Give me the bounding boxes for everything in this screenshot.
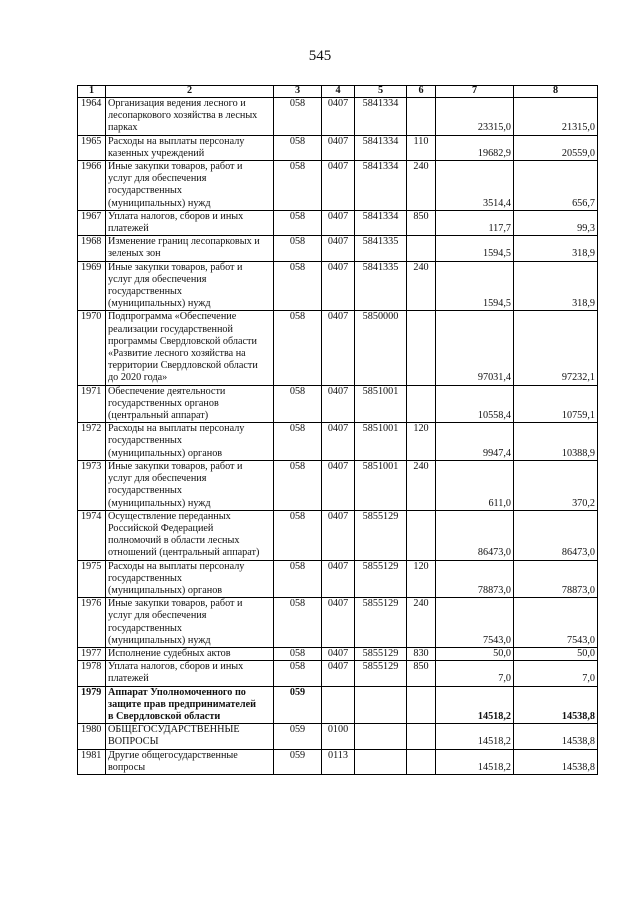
table-body [78,98,598,775]
row-name-line: реализации государственной [108,323,233,335]
table-row [78,661,598,686]
amount-year1-cell: 3514,4 [436,161,514,211]
table-row [78,98,598,136]
section-code-cell: 0407 [322,135,355,160]
expense-type-cell: 850 [407,661,436,686]
ministry-code-cell: 058 [274,598,322,648]
row-name-line: Расходы на выплаты персоналу [108,560,245,572]
section-code-cell: 0407 [322,210,355,235]
row-name-cell [106,135,274,160]
table-row [78,210,598,235]
amount-year2-cell: 10759,1 [514,385,598,423]
row-name-line: парках [108,122,138,134]
row-name-line: услуг для обеспечения [108,473,207,485]
column-header-1: 1 [78,86,106,98]
expense-type-cell: 240 [407,161,436,211]
row-name-line: в Свердловской области [108,710,221,722]
amount-year1-cell: 97031,4 [436,311,514,385]
row-name-cell [106,385,274,423]
section-code-cell: 0407 [322,661,355,686]
target-article-cell: 5855129 [355,647,407,660]
row-name-cell [106,423,274,461]
amount-year1-cell: 14518,2 [436,724,514,749]
section-code-cell: 0407 [322,460,355,510]
row-name-line: Расходы на выплаты персоналу [108,423,245,435]
ministry-code-cell: 059 [274,686,322,724]
row-name-line: Исполнение судебных актов [108,647,231,659]
row-number-cell: 1973 [78,460,106,510]
row-name-line: ВОПРОСЫ [108,736,159,748]
target-article-cell: 5851001 [355,385,407,423]
amount-year2-cell: 7543,0 [514,598,598,648]
row-number-cell: 1977 [78,647,106,660]
expense-type-cell [407,236,436,261]
amount-year2-cell: 14538,8 [514,749,598,774]
row-name-line: территории Свердловской области [108,360,258,372]
row-name-line: ОБЩЕГОСУДАРСТВЕННЫЕ [108,724,240,736]
row-name-cell [106,311,274,385]
row-number-cell: 1968 [78,236,106,261]
row-number-cell: 1964 [78,98,106,136]
row-name-line: программы Свердловской области [108,335,257,347]
section-code-cell: 0407 [322,311,355,385]
ministry-code-cell: 058 [274,460,322,510]
section-code-cell [322,686,355,724]
row-number-cell: 1972 [78,423,106,461]
amount-year1-cell: 611,0 [436,460,514,510]
row-name-line: Осуществление переданных [108,510,231,522]
amount-year1-cell: 14518,2 [436,749,514,774]
amount-year1-cell: 117,7 [436,210,514,235]
expense-type-cell [407,385,436,423]
row-name-line: государственных [108,485,182,497]
amount-year1-cell: 1594,5 [436,236,514,261]
row-name-line: платежей [108,223,149,235]
row-name-line: услуг для обеспечения [108,273,207,285]
section-code-cell: 0407 [322,236,355,261]
row-name-cell [106,686,274,724]
row-name-line: государственных органов [108,397,219,409]
row-name-cell [106,724,274,749]
row-name-line: государственных [108,622,182,634]
expense-type-cell: 240 [407,460,436,510]
target-article-cell: 5850000 [355,311,407,385]
section-code-cell: 0113 [322,749,355,774]
table-row [78,261,598,311]
target-article-cell: 5841335 [355,236,407,261]
section-code-cell: 0407 [322,98,355,136]
ministry-code-cell: 058 [274,661,322,686]
table-row [78,135,598,160]
ministry-code-cell: 058 [274,647,322,660]
row-name-line: (муниципальных) нужд [108,634,211,646]
expense-type-cell: 240 [407,598,436,648]
row-number-cell: 1971 [78,385,106,423]
amount-year1-cell: 23315,0 [436,98,514,136]
row-name-line: вопросы [108,761,146,773]
table-row [78,724,598,749]
row-name-cell [106,98,274,136]
table-row [78,510,598,560]
ministry-code-cell: 058 [274,98,322,136]
column-header-3: 3 [274,86,322,98]
section-code-cell: 0407 [322,510,355,560]
target-article-cell [355,686,407,724]
target-article-cell: 5841334 [355,161,407,211]
ministry-code-cell: 058 [274,210,322,235]
expense-type-cell [407,749,436,774]
target-article-cell: 5841334 [355,210,407,235]
section-code-cell: 0407 [322,598,355,648]
row-name-line: услуг для обеспечения [108,610,207,622]
row-name-line: Уплата налогов, сборов и иных [108,661,244,673]
row-name-cell [106,661,274,686]
row-name-cell [106,749,274,774]
table-row [78,686,598,724]
amount-year2-cell: 78873,0 [514,560,598,598]
column-header-7: 7 [436,86,514,98]
amount-year1-cell: 9947,4 [436,423,514,461]
page-number: 545 [308,48,332,64]
row-number-cell: 1978 [78,661,106,686]
ministry-code-cell: 058 [274,311,322,385]
target-article-cell: 5841334 [355,135,407,160]
table-row [78,423,598,461]
row-name-line: государственных [108,185,182,197]
column-header-2: 2 [106,86,274,98]
table-row [78,161,598,211]
row-name-cell [106,236,274,261]
row-name-line: Иные закупки товаров, работ и [108,161,243,173]
target-article-cell: 5841335 [355,261,407,311]
section-code-cell: 0407 [322,161,355,211]
row-name-cell [106,210,274,235]
table-row [78,311,598,385]
row-name-line: Другие общегосударственные [108,749,238,761]
section-code-cell: 0407 [322,385,355,423]
row-name-cell [106,161,274,211]
ministry-code-cell: 059 [274,749,322,774]
row-name-line: услуг для обеспечения [108,173,207,185]
row-name-line: (муниципальных) нужд [108,197,211,209]
amount-year1-cell: 10558,4 [436,385,514,423]
row-name-line: Уплата налогов, сборов и иных [108,210,244,222]
expense-type-cell [407,686,436,724]
column-header-8: 8 [514,86,598,98]
row-name-line: государственных [108,572,182,584]
row-name-line: государственных [108,435,182,447]
column-header-6: 6 [407,86,436,98]
row-name-cell [106,510,274,560]
target-article-cell: 5855129 [355,661,407,686]
section-code-cell: 0100 [322,724,355,749]
row-name-line: (центральный аппарат) [108,410,209,422]
target-article-cell: 5855129 [355,560,407,598]
row-number-cell: 1974 [78,510,106,560]
expense-type-cell [407,311,436,385]
amount-year1-cell: 50,0 [436,647,514,660]
row-number-cell: 1965 [78,135,106,160]
ministry-code-cell: 058 [274,236,322,261]
header-row [78,86,598,98]
row-name-line: платежей [108,673,149,685]
row-name-line: (муниципальных) органов [108,447,223,459]
ministry-code-cell: 058 [274,261,322,311]
expense-type-cell: 830 [407,647,436,660]
ministry-code-cell: 058 [274,510,322,560]
row-name-line: (муниципальных) нужд [108,497,211,509]
row-name-line: отношений (центральный аппарат) [108,547,260,559]
amount-year1-cell: 7543,0 [436,598,514,648]
target-article-cell: 5841334 [355,98,407,136]
ministry-code-cell: 058 [274,560,322,598]
expense-type-cell: 240 [407,261,436,311]
amount-year1-cell: 7,0 [436,661,514,686]
row-name-line: Организация ведения лесного и [108,98,246,109]
target-article-cell: 5855129 [355,510,407,560]
amount-year1-cell: 1594,5 [436,261,514,311]
amount-year2-cell: 7,0 [514,661,598,686]
row-name-line: (муниципальных) органов [108,584,223,596]
target-article-cell: 5851001 [355,460,407,510]
row-name-line: Аппарат Уполномоченного по [108,686,246,698]
row-name-line: Иные закупки товаров, работ и [108,460,243,472]
table-row [78,236,598,261]
amount-year2-cell: 14538,8 [514,686,598,724]
amount-year2-cell: 50,0 [514,647,598,660]
target-article-cell [355,724,407,749]
ministry-code-cell: 059 [274,724,322,749]
amount-year2-cell: 97232,1 [514,311,598,385]
expense-type-cell [407,724,436,749]
amount-year2-cell: 318,9 [514,236,598,261]
expense-type-cell [407,510,436,560]
row-name-line: лесопаркового хозяйства в лесных [108,110,258,122]
amount-year1-cell: 14518,2 [436,686,514,724]
row-name-cell [106,460,274,510]
target-article-cell: 5855129 [355,598,407,648]
section-code-cell: 0407 [322,261,355,311]
table-row [78,749,598,774]
ministry-code-cell: 058 [274,135,322,160]
row-name-line: казенных учреждений [108,147,205,159]
table-row [78,647,598,660]
row-number-cell: 1980 [78,724,106,749]
table-row [78,385,598,423]
section-code-cell: 0407 [322,560,355,598]
target-article-cell: 5851001 [355,423,407,461]
amount-year2-cell: 318,9 [514,261,598,311]
row-number-cell: 1970 [78,311,106,385]
row-name-line: Подпрограмма «Обеспечение [108,311,237,323]
section-code-cell: 0407 [322,423,355,461]
expense-type-cell: 110 [407,135,436,160]
row-name-line: Иные закупки товаров, работ и [108,261,243,273]
ministry-code-cell: 058 [274,423,322,461]
row-number-cell: 1969 [78,261,106,311]
amount-year1-cell: 78873,0 [436,560,514,598]
row-name-line: защите прав предпринимателей [108,698,256,710]
row-number-cell: 1975 [78,560,106,598]
row-name-line: Обеспечение деятельности [108,385,226,397]
row-number-cell: 1981 [78,749,106,774]
row-number-cell: 1976 [78,598,106,648]
table-row [78,460,598,510]
row-number-cell: 1979 [78,686,106,724]
amount-year2-cell: 86473,0 [514,510,598,560]
ministry-code-cell: 058 [274,385,322,423]
row-name-line: государственных [108,286,182,298]
row-name-line: зеленых зон [108,248,161,260]
row-name-cell [106,261,274,311]
row-name-line: Иные закупки товаров, работ и [108,598,243,610]
row-name-line: Изменение границ лесопарковых и [108,236,260,248]
row-name-line: «Развитие лесного хозяйства на [108,348,246,360]
row-name-line: до 2020 года» [108,372,168,384]
row-name-line: полномочий в области лесных [108,535,240,547]
table-row [78,560,598,598]
budget-table [77,85,598,775]
amount-year2-cell: 14538,8 [514,724,598,749]
row-name-line: Расходы на выплаты персоналу [108,135,245,147]
row-name-cell [106,560,274,598]
expense-type-cell: 120 [407,423,436,461]
row-name-cell [106,598,274,648]
amount-year1-cell: 86473,0 [436,510,514,560]
amount-year2-cell: 10388,9 [514,423,598,461]
row-name-cell [106,647,274,660]
section-code-cell: 0407 [322,647,355,660]
column-header-4: 4 [322,86,355,98]
expense-type-cell: 850 [407,210,436,235]
amount-year2-cell: 21315,0 [514,98,598,136]
row-number-cell: 1966 [78,161,106,211]
column-header-5: 5 [355,86,407,98]
amount-year2-cell: 656,7 [514,161,598,211]
row-name-line: (муниципальных) нужд [108,298,211,310]
row-name-line: Российской Федерацией [108,522,214,534]
amount-year2-cell: 370,2 [514,460,598,510]
amount-year1-cell: 19682,9 [436,135,514,160]
table-row [78,598,598,648]
amount-year2-cell: 99,3 [514,210,598,235]
ministry-code-cell: 058 [274,161,322,211]
expense-type-cell: 120 [407,560,436,598]
expense-type-cell [407,98,436,136]
target-article-cell [355,749,407,774]
row-number-cell: 1967 [78,210,106,235]
amount-year2-cell: 20559,0 [514,135,598,160]
